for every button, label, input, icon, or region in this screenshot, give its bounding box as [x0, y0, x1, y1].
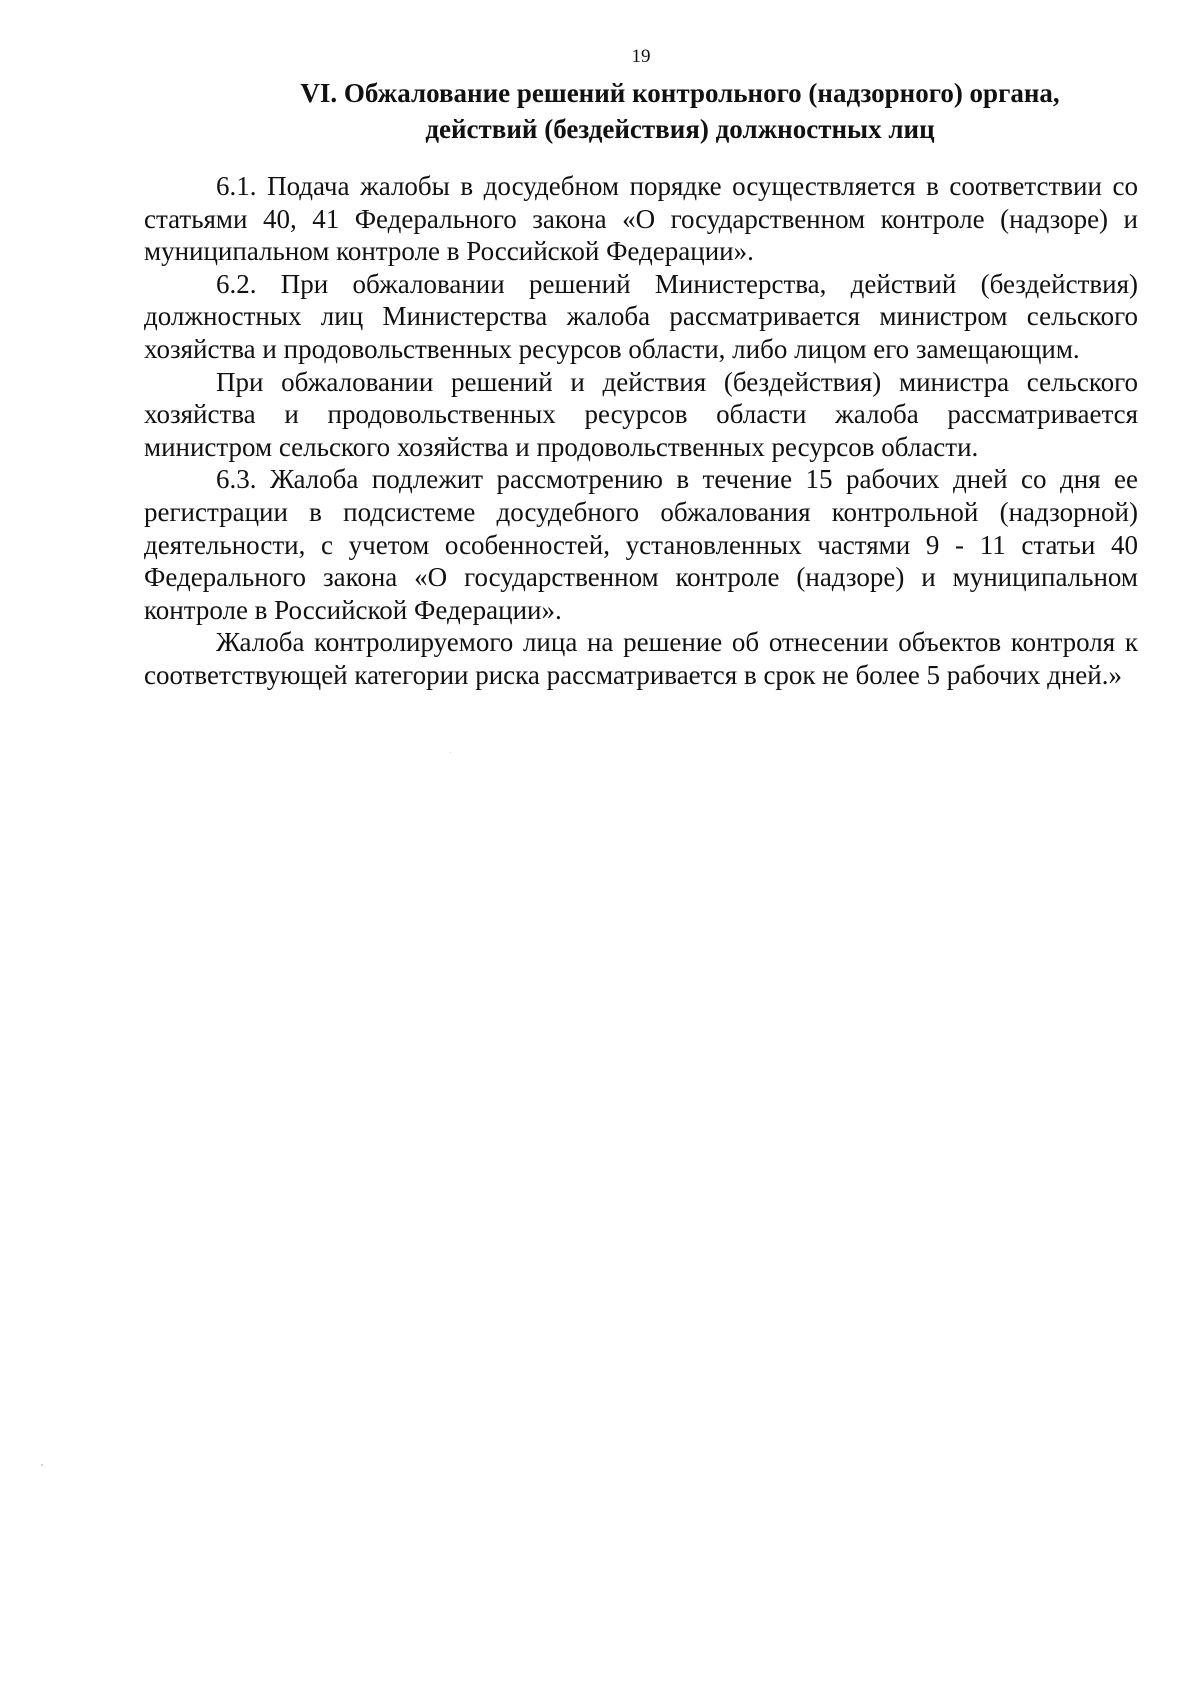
scan-artifact — [41, 1464, 43, 1466]
section-heading-line-1: VI. Обжалование решений контрольного (надзорного) органа, — [300, 78, 1060, 108]
paragraph-6-2-continued: При обжаловании решений и действия (бездействия) министра сельского хозяйства и продовольственных ресурсов области жалоба рассматривается министром сельского хозяйства и продовольственных ресурсов области. — [144, 366, 1138, 462]
paragraph-6-2: 6.2. При обжаловании решений Министерства, действий (бездействия) должностных лиц Министерства жалоба рассматривается министром сельского хозяйства и продовольственных ресурсов области, либо лицом его замещающим. — [144, 268, 1138, 364]
section-heading-line-2: действий (бездействия) должностных лиц — [425, 114, 935, 144]
paragraph-6-3-continued: Жалоба контролируемого лица на решение об отнесении объектов контроля к соответствующей категории риска рассматривается в срок не более 5 рабочих дней.» — [144, 627, 1138, 690]
section-heading — [260, 75, 1100, 147]
scan-artifact — [450, 752, 451, 753]
document-body — [144, 170, 1138, 692]
paragraph-6-1: 6.1. Подача жалобы в досудебном порядке осуществляется в соответствии со статьями 40, 41 Федерального закона «О государственном контроле (надзоре) и муниципальном контроле в Российской Федерации». — [144, 171, 1138, 267]
page-number: 19 — [631, 46, 651, 67]
paragraph-6-3: 6.3. Жалоба подлежит рассмотрению в течение 15 рабочих дней со дня ее регистрации в подсистеме досудебного обжалования контрольной (надзорной) деятельности, с учетом особенностей, установленных частями 9 - 11 статьи 40 Федерального закона «О государственном контроле (надзоре) и муниципальном контроле в Российской Федерации». — [144, 464, 1138, 625]
